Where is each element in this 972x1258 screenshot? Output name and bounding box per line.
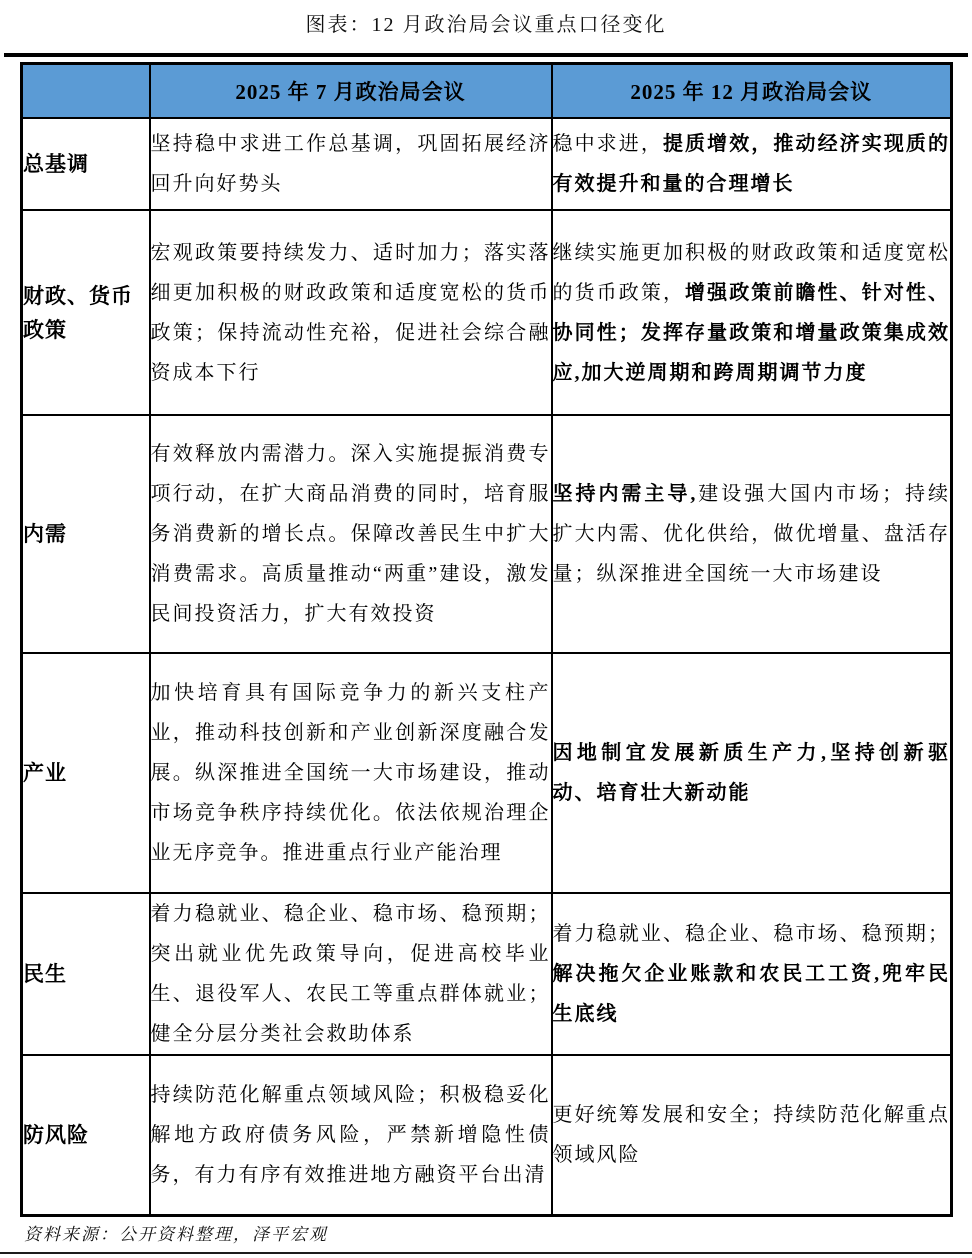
july-cell: [150, 893, 552, 1055]
july-cell: [150, 210, 552, 415]
table-row-livelihood: [22, 893, 952, 1055]
table-body: [22, 118, 952, 1215]
row-label: 产业: [22, 653, 150, 893]
body-text: 坚持稳中求进工作总基调，巩固拓展经济回升向好势头: [150, 133, 551, 195]
source-note: 资料来源：公开资料整理，泽平宏观: [24, 1225, 328, 1244]
row-label: 财政、货币政策: [22, 210, 150, 415]
row-label: 民生: [22, 893, 150, 1055]
header-row: [22, 64, 952, 119]
bottom-rule: [0, 1252, 972, 1254]
table-row-risk-prevention: [22, 1055, 952, 1215]
body-text: 宏观政策要持续发力、适时加力；落实落细更加积极的财政政策和适度宽松的货币政策；保持流动性充裕，促进社会综合融资成本下行: [150, 241, 551, 384]
table-row-domestic-demand: [22, 415, 952, 653]
row-label: 内需: [22, 415, 150, 653]
header-cell-december: 2025 年 12 月政治局会议: [552, 64, 952, 119]
emphasis-text: 解决拖欠企业账款和农民工工资,兜牢民生底线: [552, 963, 950, 1025]
body-text: 持续防范化解重点领域风险；积极稳妥化解地方政府债务风险，严禁新增隐性债务，有力有序有效推进地方融资平台出清: [150, 1083, 551, 1186]
december-cell: [552, 415, 952, 653]
july-cell: [150, 415, 552, 653]
table-row-fiscal-monetary: [22, 210, 952, 415]
december-cell: [552, 118, 952, 210]
top-rule: [4, 53, 968, 57]
emphasis-text: 因地制宜发展新质生产力,坚持创新驱动、培育壮大新动能: [552, 742, 950, 804]
body-text: 着力稳就业、稳企业、稳市场、稳预期；: [552, 923, 950, 945]
december-cell: [552, 653, 952, 893]
body-text: 更好统筹发展和安全；持续防范化解重点领域风险: [552, 1103, 950, 1166]
header-cell-july: 2025 年 7 月政治局会议: [150, 64, 552, 119]
figure-title: 图表：12 月政治局会议重点口径变化: [305, 14, 667, 36]
body-text: 稳中求进，: [552, 133, 663, 155]
row-label: 防风险: [22, 1055, 150, 1215]
body-text: 加快培育具有国际竞争力的新兴支柱产业，推动科技创新和产业创新深度融合发展。纵深推进全国统一大市场建设，推动市场竞争秩序持续优化。依法依规治理企业无序竞争。推进重点行业产能治理: [150, 682, 551, 864]
table-row-overall-tone: [22, 118, 952, 210]
emphasis-text: 提质增效，推动经济实现质的有效提升和量的合理增长: [552, 133, 951, 195]
december-cell: [552, 210, 952, 415]
table-row-industry: [22, 653, 952, 893]
row-label: 总基调: [22, 118, 150, 210]
july-cell: [150, 653, 552, 893]
july-cell: [150, 1055, 552, 1215]
header-cell-category: [22, 64, 150, 119]
body-text: 建设强大国内市场；持续扩大内需、优化供给，做优增量、盘活存量；纵深推进全国统一大市场建设: [552, 483, 951, 585]
body-text: 着力稳就业、稳企业、稳市场、稳预期；突出就业优先政策导向，促进高校毕业生、退役军人、农民工等重点群体就业；健全分层分类社会救助体系: [150, 903, 551, 1045]
december-cell: [552, 1055, 952, 1215]
comparison-table: [20, 62, 953, 1217]
body-text: 继续实施更加积极的财政政策和适度宽松的货币政策，: [552, 241, 950, 304]
emphasis-text: 坚持内需主导,: [552, 483, 698, 505]
december-cell: [552, 893, 952, 1055]
body-text: 有效释放内需潜力。深入实施提振消费专项行动，在扩大商品消费的同时，培育服务消费新的增长点。保障改善民生中扩大消费需求。高质量推动“两重”建设，激发民间投资活力，扩大有效投资: [150, 443, 551, 625]
july-cell: [150, 118, 552, 210]
emphasis-text: 增强政策前瞻性、针对性、协同性；发挥存量政策和增量政策集成效应,加大逆周期和跨周期调节力度: [552, 281, 951, 384]
